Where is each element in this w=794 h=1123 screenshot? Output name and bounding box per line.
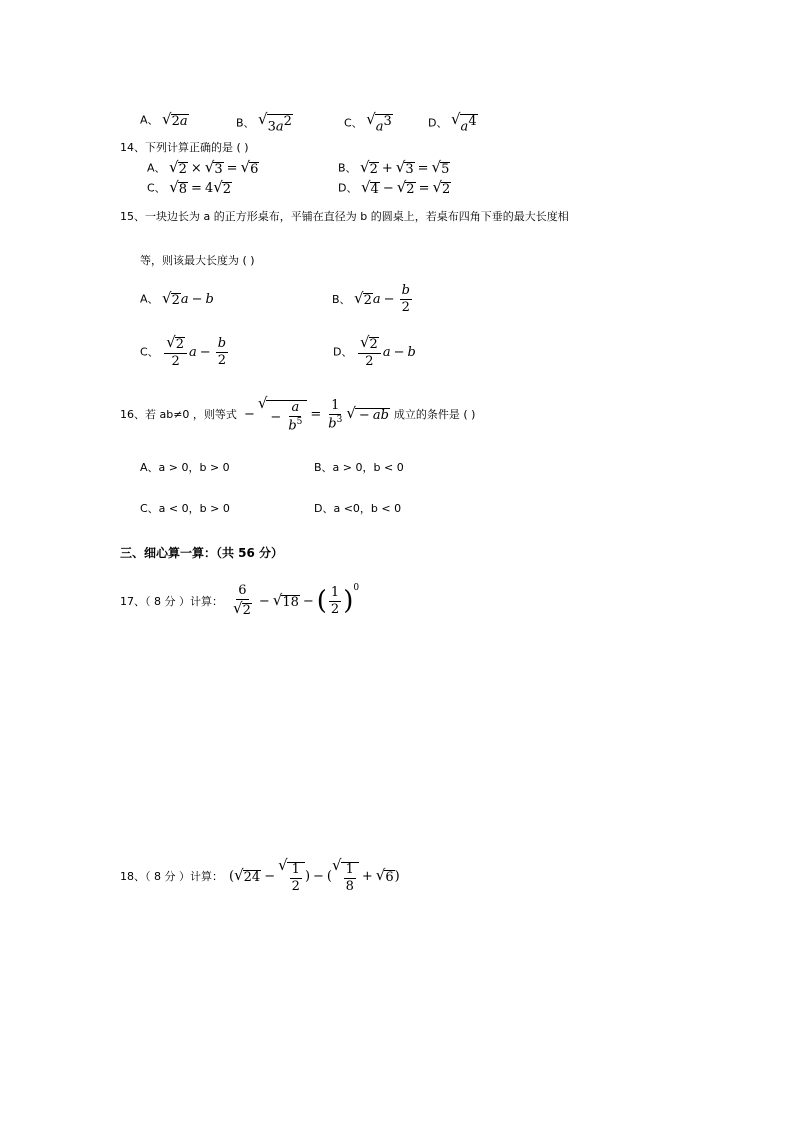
q14-stem: 14、下列计算正确的是 ( ): [120, 141, 249, 154]
q16-prefix: 16、若 ab≠0 ，则等式: [120, 408, 237, 422]
q13-option-a-label: A、: [140, 113, 159, 127]
q14-option-c-label: C、: [147, 181, 166, 195]
q16-option-b: B、a > 0，b < 0: [314, 461, 404, 474]
q15-option-c-formula: √ 2 2 a − $\frac{b}{2}$: [166, 333, 227, 370]
q15-option-a: [140, 291, 214, 308]
q14-option-a-formula: √ 2 × √ 3 = √ 6: [169, 158, 259, 177]
q15-option-b-formula: √ 2 a − $\frac{b}{2}$: [354, 283, 410, 316]
q15-option-c: [140, 335, 230, 370]
q18: [120, 858, 400, 895]
q14-option-d: [338, 180, 451, 197]
q15-option-c-label: C、: [140, 345, 159, 359]
q15-option-b-label: B、: [332, 292, 351, 306]
q14-option-d-label: D、: [338, 181, 358, 195]
q16-equation: − √ − $\frac{a}{b^5}$ = $\frac{1}{b^3}$ √ − ab: [243, 394, 389, 434]
q15-option-d-label: D、: [333, 345, 353, 359]
q14-option-c-formula: √ 8 = 4 √ 2: [169, 178, 232, 197]
q15-option-d: [333, 335, 416, 370]
q15-option-b: [332, 284, 414, 316]
q16-option-a: A、a > 0，b > 0: [140, 461, 230, 474]
q17: [120, 584, 359, 619]
q13-option-c-formula: √ $a^3$: [366, 110, 392, 135]
q13-option-b-formula: √ $3a^2$: [258, 110, 292, 135]
q16-suffix: 成立的条件是 ( ): [393, 408, 476, 422]
q14-option-a-label: A、: [147, 161, 166, 175]
q13-option-c: [344, 112, 393, 135]
q14-option-d-formula: √ 4 − √ 2 = √ 2: [360, 178, 451, 197]
q13-option-a-formula: √ 2a: [162, 110, 188, 129]
q18-prefix: 18、（ 8 分 ）计算：: [120, 869, 223, 883]
q14-option-a: [147, 160, 259, 177]
q13-option-c-label: C、: [344, 116, 363, 130]
q16-option-d: D、a <0，b < 0: [314, 502, 402, 515]
q18-expression: ( √ 24 − √ $\frac{1}{2}$ ) − ( √ $\frac{1}{8}$ + √ 6 ): [229, 856, 400, 895]
section-3-title: 三、细心算一算：（共 56 分）: [120, 546, 284, 560]
q13-option-a: [140, 112, 189, 129]
q15-option-a-label: A、: [140, 292, 159, 306]
q17-prefix: 17、（ 8 分 ）计算：: [120, 594, 223, 608]
q15-stem-line2: 等，则该最大长度为 ( ): [140, 254, 255, 267]
q14-option-b: [338, 160, 450, 177]
q13-option-d: [428, 112, 478, 135]
q14-option-b-formula: √ 2 + √ 3 = √ 5: [360, 158, 450, 177]
q14-option-b-label: B、: [338, 161, 357, 175]
q16-stem: [120, 396, 475, 434]
q14-option-c: [147, 180, 232, 197]
q13-option-d-formula: √ $a^4$: [450, 110, 477, 135]
q17-expression: 6 √ 2 − √ 18 − ( $\frac{1}{2}$ ) $^0$: [233, 583, 360, 619]
q15-option-a-formula: √ 2 a − b: [162, 289, 214, 308]
q13-option-b: [236, 112, 293, 135]
q15-option-d-formula: √ 2 2 a − b: [359, 333, 416, 370]
q16-option-c: C、a < 0，b > 0: [140, 502, 230, 515]
q13-option-d-label: D、: [428, 116, 448, 130]
q13-option-b-label: B、: [236, 116, 255, 130]
q15-stem-line1: 15、一块边长为 a 的正方形桌布，平铺在直径为 b 的圆桌上，若桌布四角下垂的最大长度相: [120, 210, 569, 223]
